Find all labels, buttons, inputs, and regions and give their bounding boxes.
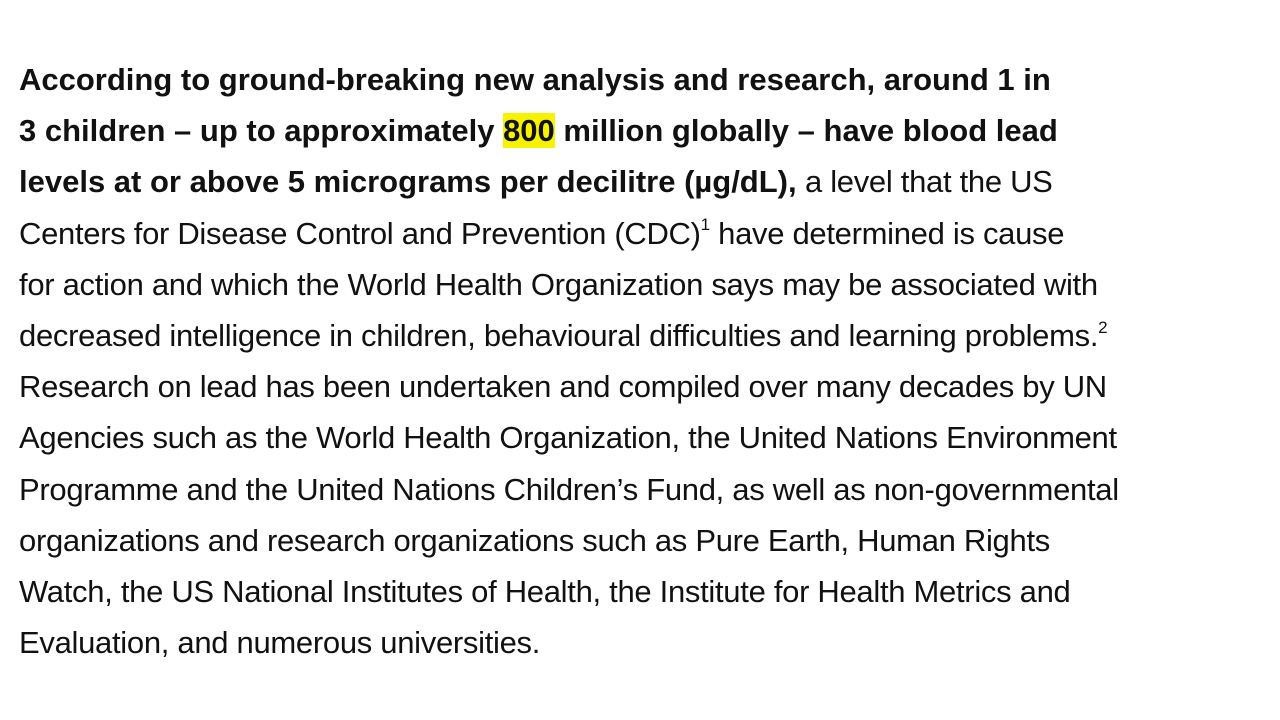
text-line-1 <box>19 54 1269 105</box>
paragraph <box>19 54 1269 668</box>
text-line-9 <box>19 464 1269 515</box>
text-line-6 <box>19 310 1269 361</box>
bold-text: According to ground-breaking new analysis and research, around 1 in <box>19 62 1051 97</box>
footnote-marker-2: 2 <box>1098 317 1108 337</box>
highlighted-number: 800 <box>503 113 555 149</box>
bold-text: 3 children – up to approximately <box>19 113 504 149</box>
bold-text: million globally – have blood lead <box>554 113 1058 149</box>
body-text: a level that the US <box>796 164 1053 200</box>
body-text: for action and which the World Health Organization says may be associated with <box>19 266 1098 302</box>
body-text: have determined is cause <box>709 215 1065 251</box>
text-line-5 <box>19 259 1269 310</box>
text-line-8 <box>19 412 1269 463</box>
text-line-3 <box>19 156 1269 207</box>
text-line-12 <box>19 617 1269 668</box>
body-text: Watch, the US National Institutes of Health, the Institute for Health Metrics and <box>19 573 1071 609</box>
body-text: decreased intelligence in children, behavioural difficulties and learning problems. <box>19 317 1099 353</box>
text-line-11 <box>19 566 1269 617</box>
text-line-2 <box>19 105 1269 156</box>
body-text: Agencies such as the World Health Organization, the United Nations Environment <box>19 420 1117 456</box>
body-text: Centers for Disease Control and Prevention (CDC) <box>19 215 701 251</box>
text-line-4 <box>19 208 1269 259</box>
text-line-10 <box>19 515 1269 566</box>
body-text: organizations and research organizations such as Pure Earth, Human Rights <box>19 522 1050 558</box>
body-text: Research on lead has been undertaken and compiled over many decades by UN <box>19 369 1107 405</box>
bold-text: levels at or above 5 micrograms per decilitre (µg/dL), <box>19 164 797 200</box>
footnote-marker-1: 1 <box>700 215 710 235</box>
body-text: Evaluation, and numerous universities. <box>19 625 541 661</box>
body-text: Programme and the United Nations Children’s Fund, as well as non-governmental <box>19 471 1119 507</box>
text-line-7 <box>19 361 1269 412</box>
